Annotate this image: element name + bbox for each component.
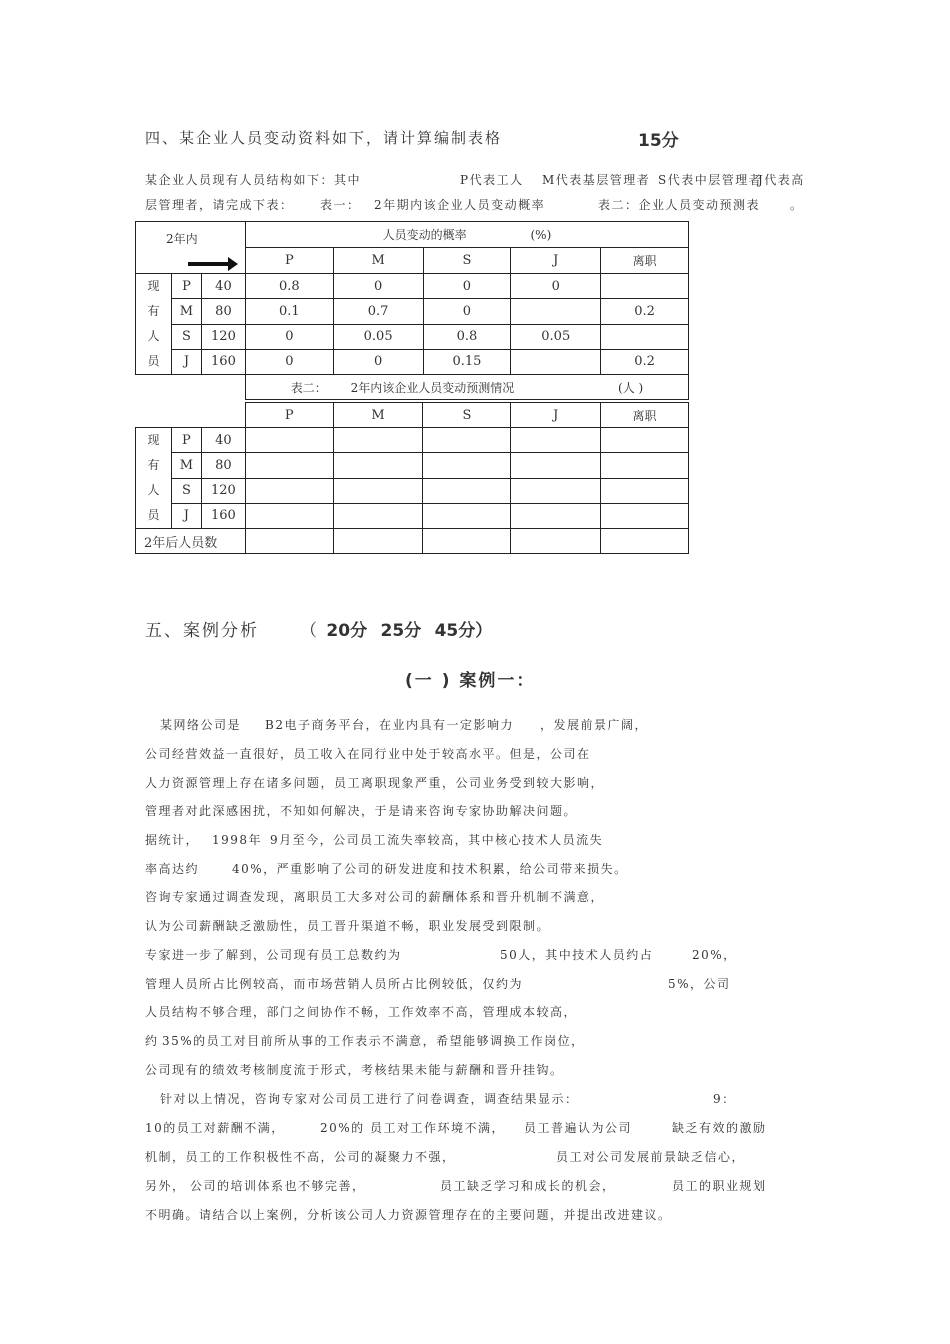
body-text: 某网络公司是 (160, 718, 242, 732)
cell: 0 (423, 299, 511, 324)
group-header-label: 人员变动的概率 (382, 228, 467, 242)
cell (245, 428, 333, 453)
col-header: J (511, 403, 601, 428)
period-cell (136, 222, 246, 274)
body-text: 管理人员所占比例较高，而市场营销人员所占比例较低，仅约为 (145, 977, 524, 991)
side-label (136, 274, 172, 375)
intro-text: 表一： (320, 198, 361, 212)
body-text: 专家进一步了解到，公司现有员工总数约为 (145, 948, 402, 962)
cell (511, 428, 601, 453)
body-text: ，发展前景广阔， (540, 718, 649, 732)
row-count: 120 (201, 324, 245, 349)
cell (423, 453, 511, 478)
cell (245, 529, 333, 554)
table-row (136, 428, 689, 453)
group-header-unit: (%) (530, 228, 552, 242)
blank-cell (136, 375, 246, 400)
side-char: 有 (147, 458, 160, 472)
cell (333, 428, 423, 453)
body-text: 约 (145, 1034, 159, 1048)
body-text: 20%的 员工对工作环境不满， (320, 1121, 505, 1135)
intro-text: 2年期内该企业人员变动概率 (374, 198, 546, 212)
section-score (300, 616, 492, 641)
body-text: 员工的职业规划 (672, 1179, 767, 1193)
side-char: 人 (147, 483, 160, 497)
intro-text: 某企业人员现有人员结构如下：其中 (145, 173, 362, 187)
body-text: 人力资源管理上存在诸多问题，员工离职现象严重，公司业务受到较大影响， (145, 776, 605, 790)
intro-text: 表二：企业人员变动预测表 (598, 198, 761, 212)
row-count: 160 (201, 503, 245, 528)
cell (245, 478, 333, 503)
arrow-right-icon (188, 258, 245, 273)
blank-cell (136, 403, 246, 428)
row-code: M (171, 453, 201, 478)
cell (601, 478, 689, 503)
row-count: 80 (201, 453, 245, 478)
forecast-table (135, 402, 689, 554)
body-text: 不明确。请结合以上案例，分析该公司人力资源管理存在的主要问题，并提出改进建议。 (145, 1208, 672, 1222)
section-title: 五、案例分析 (145, 621, 259, 641)
col-header: J (511, 248, 601, 274)
table2-caption-a: 表二： (290, 380, 327, 395)
body-text: 缺乏有效的激励 (672, 1121, 767, 1135)
row-count: 80 (201, 299, 245, 324)
cell: 0.15 (423, 349, 511, 374)
body-text: 咨询专家通过调查发现，离职员工大多对公司的薪酬体系和晋升机制不满意， (145, 890, 605, 904)
side-char: 有 (147, 304, 160, 318)
cell (423, 503, 511, 528)
row-code: M (171, 299, 201, 324)
body-text: 员工缺乏学习和成长的机会， (440, 1179, 616, 1193)
group-header (245, 222, 688, 248)
cell (333, 453, 423, 478)
cell: 0.7 (333, 299, 423, 324)
cell (511, 453, 601, 478)
table-row (136, 503, 689, 528)
cell (423, 478, 511, 503)
row-count: 40 (201, 428, 245, 453)
question-score: 15分 (638, 131, 679, 151)
table-row (136, 324, 689, 349)
body-text: 35%的员工对目前所从事的工作表示不满意，希望能够调换工作岗位， (162, 1034, 585, 1048)
side-char: 员 (147, 354, 160, 368)
cell (333, 478, 423, 503)
score-part: 20分 (326, 621, 368, 641)
body-text: 员工普遍认为公司 (524, 1121, 633, 1135)
row-count: 40 (201, 274, 245, 299)
body-text: 员工对公司发展前景缺乏信心， (556, 1150, 746, 1164)
table-row (136, 453, 689, 478)
body-text: 另外， (145, 1179, 186, 1193)
row-code: J (171, 349, 201, 374)
body-text: 机制，员工的工作积极性不高，公司的凝聚力不强， (145, 1150, 456, 1164)
side-char: 人 (147, 329, 160, 343)
cell: 0.1 (245, 299, 333, 324)
cell (245, 453, 333, 478)
body-text: 管理者对此深感困扰，不知如何解决，于是请来咨询专家协助解决问题。 (145, 804, 578, 818)
body-text: 20%， (692, 948, 737, 962)
case-heading: (一 ) 案例一： (405, 671, 536, 691)
cell: 0 (245, 324, 333, 349)
row-code: S (171, 324, 201, 349)
body-text: 50人，其中技术人员约占 (500, 948, 654, 962)
row-count: 120 (201, 478, 245, 503)
cell (423, 529, 511, 554)
col-header: M (333, 248, 423, 274)
cell (333, 529, 423, 554)
body-text: 人员结构不够合理，部门之间协作不畅，工作效率不高，管理成本较高， (145, 1005, 578, 1019)
cell (511, 503, 601, 528)
body-text: 据统计， (145, 833, 200, 847)
row-code: P (171, 428, 201, 453)
table-row (136, 274, 689, 299)
col-header: P (245, 248, 333, 274)
table2-caption-b: 2年内该企业人员变动预测情况 (350, 380, 515, 395)
body-text: 5%，公司 (668, 977, 731, 991)
cell: 0.2 (601, 349, 689, 374)
body-text: 率高达约 (145, 862, 200, 876)
cell (511, 529, 601, 554)
col-header: M (333, 403, 423, 428)
cell: 0 (423, 274, 511, 299)
cell (511, 349, 601, 374)
period-label: 2年内 (166, 232, 198, 246)
question-title: 四、某企业人员变动资料如下，请计算编制表格 (145, 129, 503, 147)
cell (601, 503, 689, 528)
body-text: 认为公司薪酬缺乏激励性，员工晋升渠道不畅，职业发展受到限制。 (145, 919, 551, 933)
cell (601, 529, 689, 554)
table2-caption (245, 375, 688, 400)
body-text: 40%，严重影响了公司的研发进度和技术积累，给公司带来损失。 (232, 862, 628, 876)
body-text: 公司经营效益一直很好，员工收入在同行业中处于较高水平。但是，公司在 (145, 747, 591, 761)
cell (333, 503, 423, 528)
table-row (136, 299, 689, 324)
col-header: S (423, 403, 511, 428)
cell: 0 (245, 349, 333, 374)
cell: 0.05 (333, 324, 423, 349)
body-text: 针对以上情况，咨询专家对公司员工进行了问卷调查，调查结果显示： (160, 1092, 579, 1106)
probability-table (135, 221, 689, 400)
table-row (136, 529, 689, 554)
score-prefix: （ (300, 621, 317, 641)
cell (601, 274, 689, 299)
intro-text: P代表工人 (460, 173, 524, 187)
side-char: 现 (147, 279, 160, 293)
cell (601, 428, 689, 453)
body-text: 公司的培训体系也不够完善， (190, 1179, 366, 1193)
cell: 0.2 (601, 299, 689, 324)
cell: 0 (511, 274, 601, 299)
cell (423, 428, 511, 453)
intro-text: M代表基层管理者 (542, 173, 651, 187)
col-header: 离职 (601, 248, 689, 274)
cell (601, 453, 689, 478)
cell: 0.05 (511, 324, 601, 349)
cell (245, 503, 333, 528)
cell (601, 324, 689, 349)
table-row (136, 349, 689, 374)
body-text: B2电子商务平台，在业内具有一定影响力 (265, 718, 514, 732)
intro-text: J代表高 (758, 173, 805, 187)
table2-caption-unit: (人 ) (618, 380, 644, 395)
cell: 0 (333, 274, 423, 299)
side-char: 现 (147, 433, 160, 447)
side-label (136, 428, 172, 529)
cell (511, 299, 601, 324)
body-text: 10的员工对薪酬不满， (145, 1121, 285, 1135)
row-count: 160 (201, 349, 245, 374)
score-part: 45分） (434, 621, 493, 641)
table-row (136, 478, 689, 503)
intro-text: S代表中层管理者 (658, 173, 763, 187)
col-header: P (245, 403, 333, 428)
col-header: S (423, 248, 511, 274)
cell: 0 (333, 349, 423, 374)
cell: 0.8 (245, 274, 333, 299)
body-text: 9： (713, 1092, 736, 1106)
body-text: 公司现有的绩效考核制度流于形式，考核结果未能与薪酬和晋升挂钩。 (145, 1063, 564, 1077)
body-text: 1998年 (212, 833, 263, 847)
intro-text: 。 (790, 198, 804, 212)
body-text: 9月至今，公司员工流失率较高，其中核心技术人员流失 (270, 833, 604, 847)
cell (511, 478, 601, 503)
score-part: 25分 (380, 621, 422, 641)
footer-label: 2年后人员数 (136, 529, 246, 554)
col-header: 离职 (601, 403, 689, 428)
side-char: 员 (147, 508, 160, 522)
intro-text: 层管理者，请完成下表： (145, 198, 294, 212)
cell: 0.8 (423, 324, 511, 349)
row-code: S (171, 478, 201, 503)
row-code: J (171, 503, 201, 528)
row-code: P (171, 274, 201, 299)
